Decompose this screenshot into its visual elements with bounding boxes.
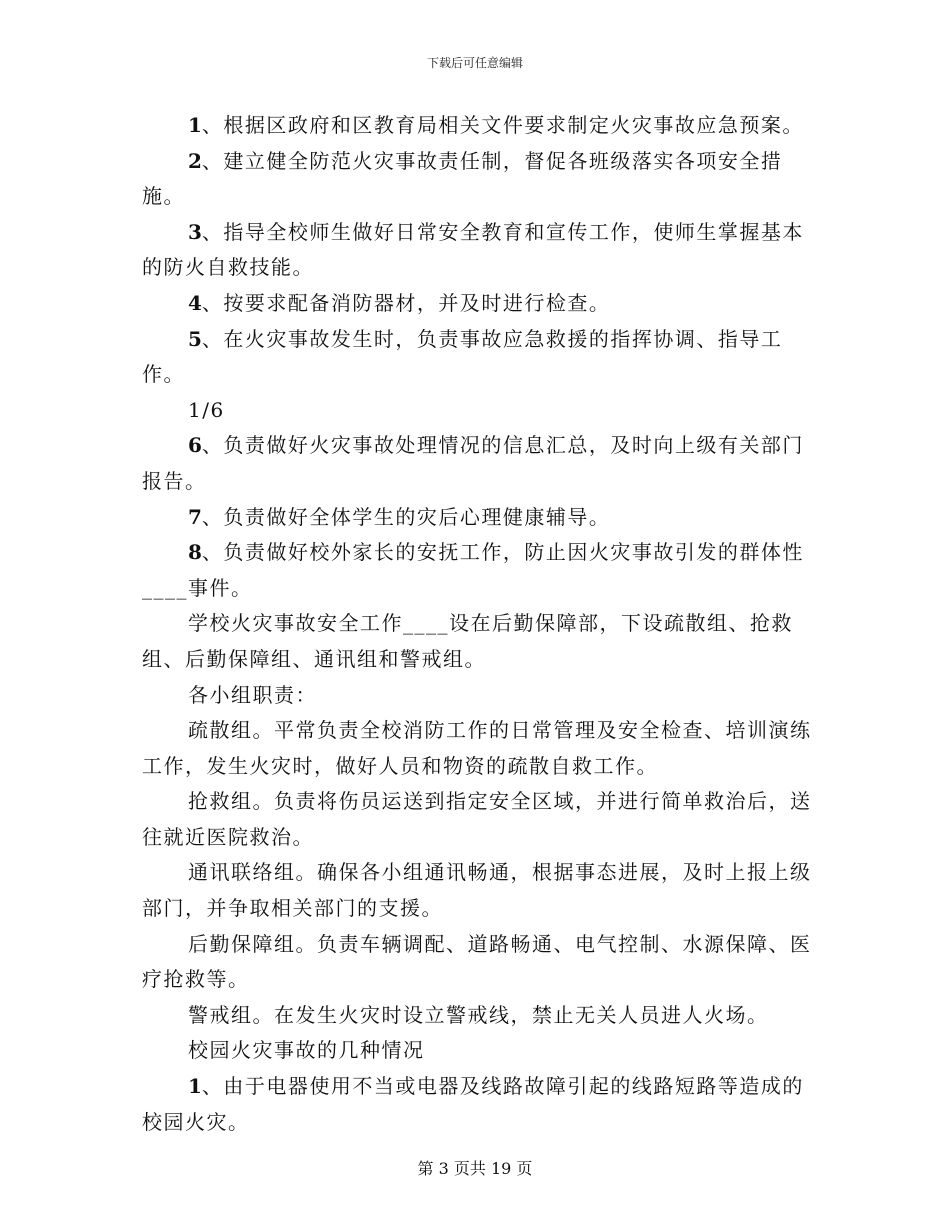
paragraph-text: 、由于电器使用不当或电器及线路故障引起的线路短路等造成的校园火灾。 [142,1074,804,1134]
paragraph-text: 、指导全校师生做好日常安全教育和宣传工作，使师生掌握基本的防火自救技能。 [142,219,804,280]
paragraph-text: 、建立健全防范火灾事故责任制，督促各班级落实各项安全措施。 [142,148,783,209]
paragraph-number: 7 [188,504,202,529]
paragraph-number: 1 [188,113,202,137]
paragraph-number: 5 [188,326,202,351]
section-heading-fire-cases [142,1033,822,1069]
paragraph-text: 学校火灾事故安全工作____设在后勤保障部，下设疏散组、抢救组、后勤保障组、通讯组和警戒组。 [142,611,793,671]
paragraph-text: 、在火灾事故发生时，负责事故应急救援的指挥协调、指导工作。 [142,326,783,387]
paragraph-1 [142,108,822,144]
paragraph-8 [142,535,822,606]
paragraph-text: 各小组职责： [188,682,317,707]
paragraph-fire-case-1 [142,1069,822,1140]
paragraph-office [142,606,822,677]
paragraph-7 [142,500,822,536]
paragraph-text: 后勤保障组。负责车辆调配、道路畅通、电气控制、水源保障、医疗抢救等。 [142,931,812,992]
paragraph-number: 4 [188,290,202,315]
paragraph-guard-group [142,998,822,1034]
paragraph-number: 1 [188,1074,202,1099]
paragraph-text: 疏散组。平常负责全校消防工作的日常管理及安全检查、培训演练工作，发生火灾时，做好人员和物资的疏散自救工作。 [142,718,812,778]
paragraph-text: 、根据区政府和区教育局相关文件要求制定火灾事故应急预案。 [201,113,804,137]
paragraph-logistics-group [142,927,822,998]
paragraph-text: 、负责做好校外家长的安抚工作，防止因火灾事故引发的群体性____事件。 [142,540,804,600]
paragraph-evacuation-group [142,713,822,784]
paragraph-number: 6 [188,433,202,458]
paragraph-communication-group [142,855,822,926]
paragraph-text: 警戒组。在发生火灾时设立警戒线，禁止无关人员进人火场。 [188,1002,769,1027]
paragraph-text: 通讯联络组。确保各小组通讯畅通，根据事态进展，及时上报上级部门，并争取相关部门的支援。 [142,860,812,921]
paragraph-text: 1/6 [188,397,225,422]
paragraph-number: 3 [188,219,202,244]
paragraph-number: 8 [188,540,202,565]
paragraph-text: 、负责做好全体学生的灾后心理健康辅导。 [201,504,611,529]
document-body [142,108,822,1140]
section-heading-duties [142,678,822,714]
paragraph-6 [142,428,822,499]
paragraph-rescue-group [142,784,822,855]
paragraph-5 [142,322,822,393]
page-header-note: 下载后可任意编辑 [426,56,523,70]
paragraph-text: 、负责做好火灾事故处理情况的信息汇总，及时向上级有关部门报告。 [142,433,804,493]
paragraph-number: 2 [188,148,202,173]
paragraph-2 [142,144,822,215]
paragraph-text: 抢救组。负责将伤员运送到指定安全区域，并进行简单救治后，送往就近医院救治。 [142,789,812,849]
paragraph-text: 、按要求配备消防器材，并及时进行检查。 [201,290,611,315]
paragraph-text: 校园火灾事故的几种情况 [188,1038,425,1063]
inline-page-marker [142,393,822,429]
page-footer-number: 第 3 页共 19 页 [417,1159,533,1178]
paragraph-4 [142,286,822,322]
paragraph-3 [142,215,822,286]
